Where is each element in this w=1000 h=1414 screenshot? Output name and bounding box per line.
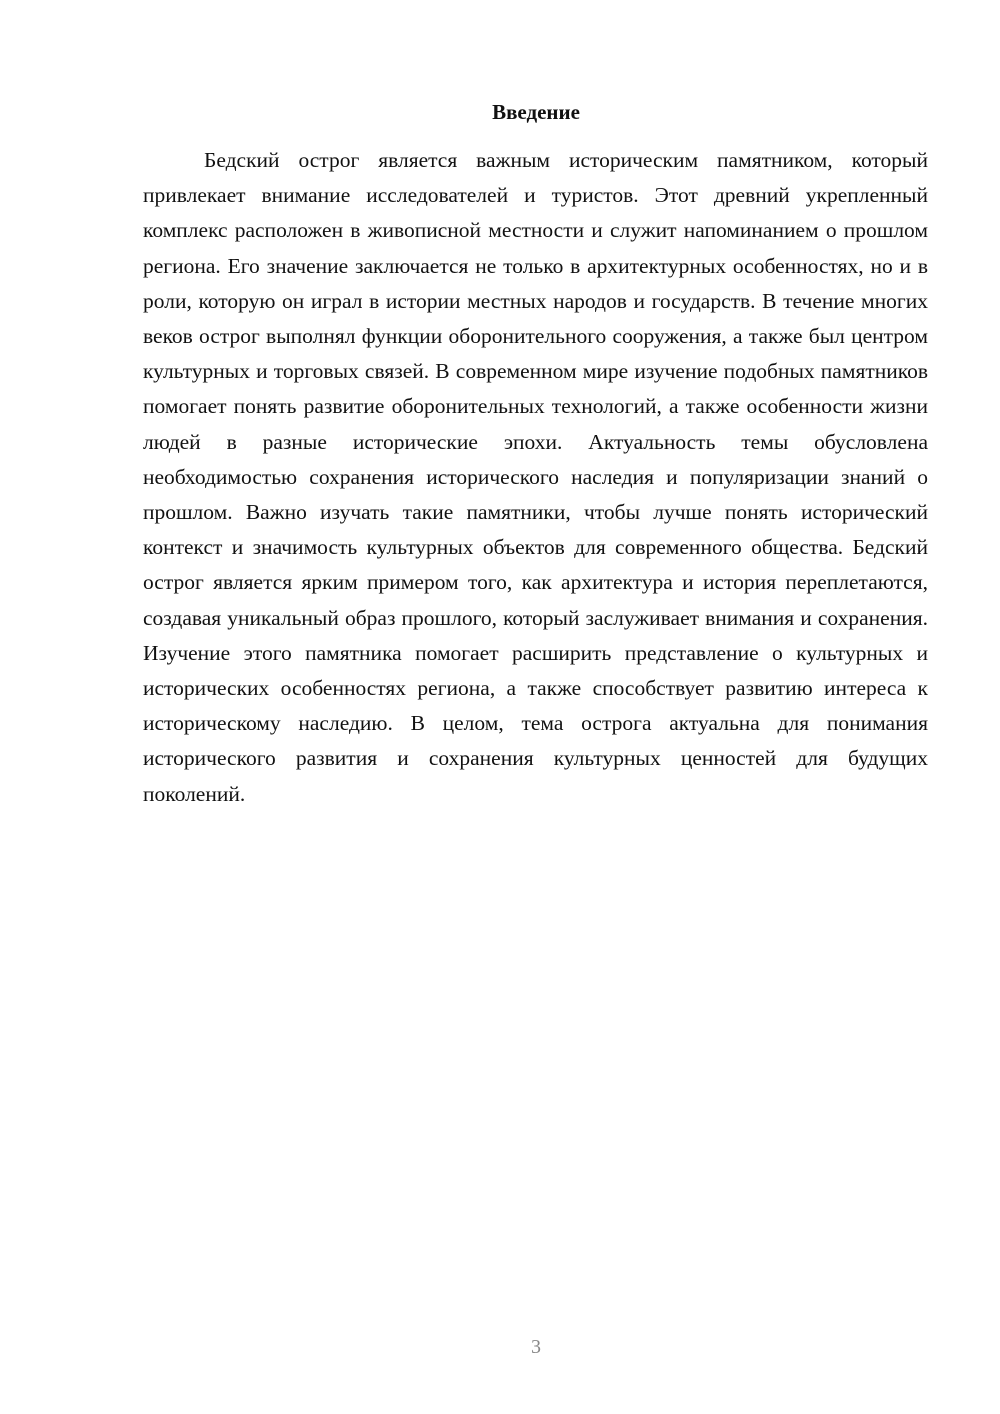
body-paragraph: Бедский острог является важным историческим памятником, который привлекает внимание исследователей и туристов. Этот древний укрепленный комплекс расположен в живописной местности и служит напоминанием о прошлом региона. Его значение заключается не только в архитектурных особенностях, но и в роли, которую он играл в истории местных народов и государств. В течение многих веков острог выполнял функции оборонительного сооружения, а также был центром культурных и торговых связей. В современном мире изучение подобных памятников помогает понять развитие оборонительных технологий, а также особенности жизни людей в разные исторические эпохи. Актуальность темы обусловлена необходимостью сохранения исторического наследия и популяризации знаний о прошлом. Важно изучать такие памятники, чтобы лучше понять исторический контекст и значимость культурных объектов для современного общества. Бедский острог является ярким примером того, как архитектура и история переплетаются, создавая уникальный образ прошлого, который заслуживает внимания и сохранения. Изучение этого памятника помогает расширить представление о культурных и исторических особенностях региона, а также способствует развитию интереса к историческому наследию. В целом, тема острога актуальна для понимания исторического развития и сохранения культурных ценностей для будущих поколений. (143, 148, 928, 806)
section-heading: Введение (492, 100, 580, 124)
page-number: 3 (531, 1336, 541, 1358)
